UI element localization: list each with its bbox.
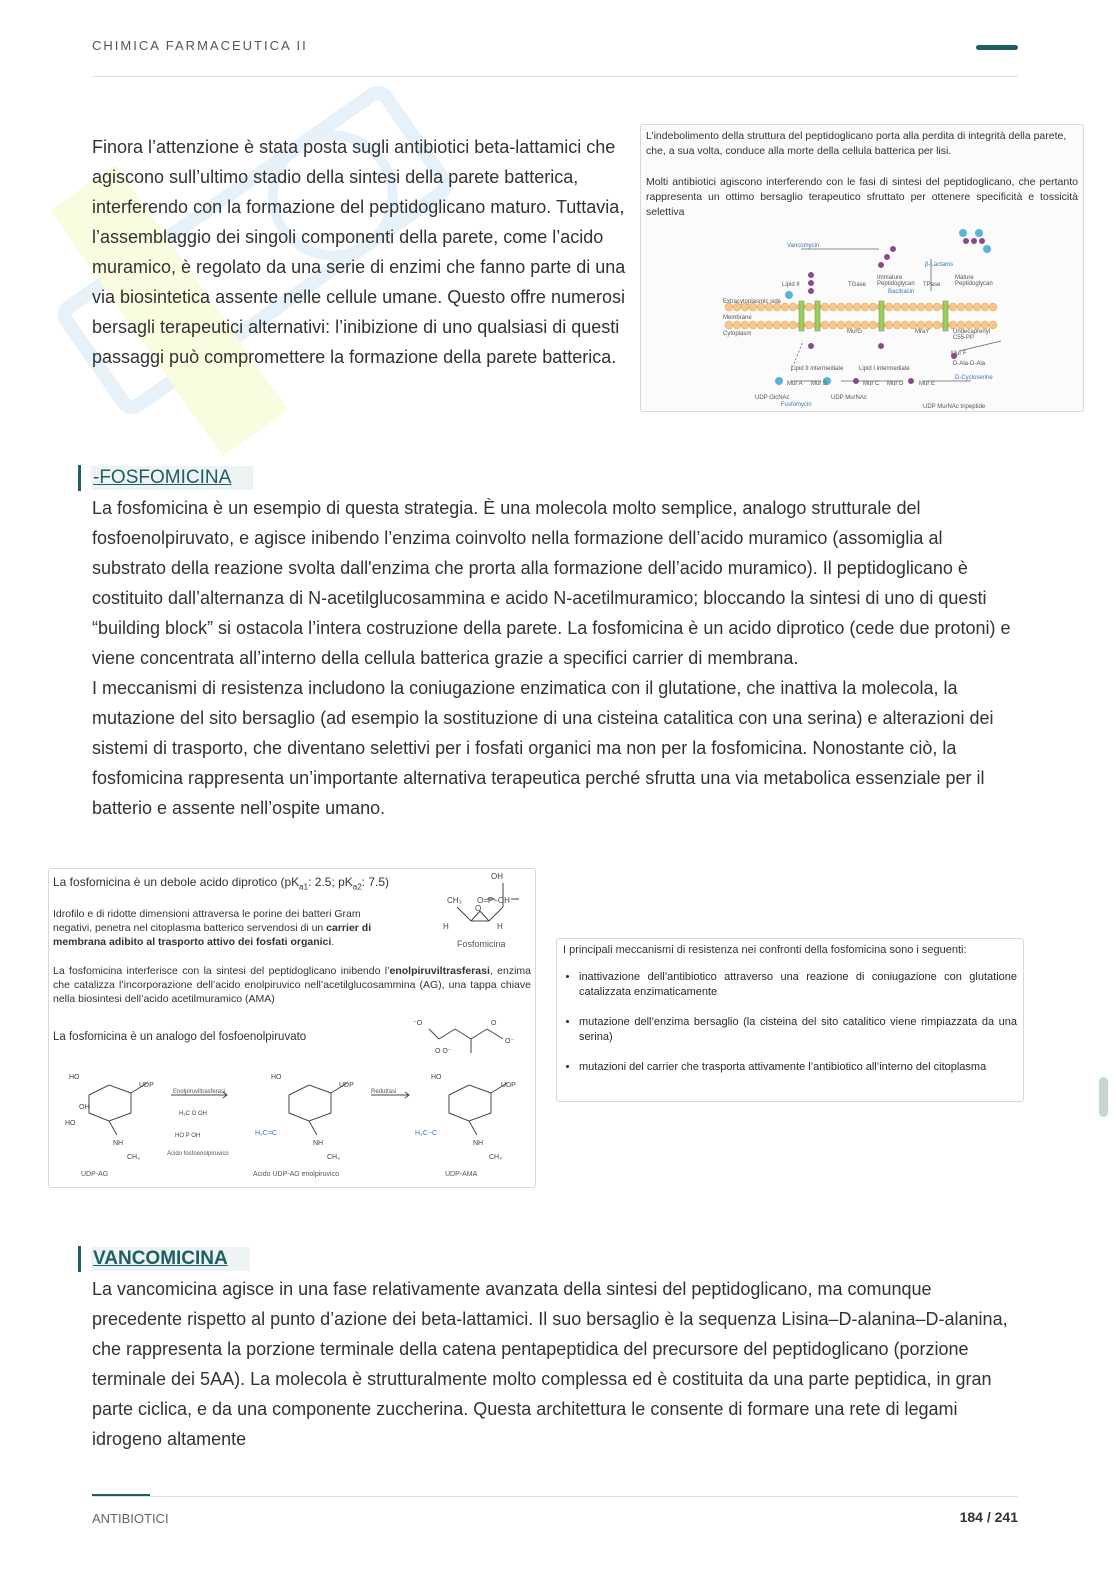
fosfomicina-fig-line-1: La fosfomicina è un debole acido diprotico ($pK_{a1}$: 2.5; $pK_{a2}$: 7.5): [53, 875, 390, 892]
label-mray: MraY: [915, 329, 930, 335]
peptidoglycan-figure: [640, 124, 1084, 412]
svg-text:O⁻: O⁻: [505, 1038, 515, 1045]
pep-structure: [409, 1009, 529, 1059]
label-enolpiruviltrasferasi: Enolpiruviltrasferasi: [173, 1089, 226, 1095]
label-murg: MurG: [847, 329, 862, 335]
label-b-lactams: β-Lactams: [925, 262, 954, 268]
footer-section-name: ANTIBIOTICI: [92, 1511, 169, 1526]
svg-text:H₃C−C: H₃C−C: [415, 1130, 438, 1137]
fosfomicina-fig-line-3: La fosfomicina interferisce con la sintesi del peptidoglicano inibendo l’enolpiruviltrasferasi, enzima che catalizza l’incorporazione dell’acido enolpiruvico nell’acetilglucosammina (AG), una tappa chiave nella biosintesi dell’acido acetilmuramico (AMA): [53, 965, 531, 1005]
vancomicina-heading: [78, 1246, 250, 1272]
label-murf: Mur F: [951, 351, 967, 357]
label-pep: Acido fosfoenolpiruvico: [167, 1151, 229, 1157]
label-fosfomycin: Fosfomycin: [781, 402, 812, 408]
label-udp-ama: UDP-AMA: [445, 1171, 478, 1178]
label-udp-ag: UDP-AG: [81, 1171, 109, 1178]
fosfomicina-paragraph: [92, 493, 1017, 823]
vancomicina-text: La vancomicina agisce in una fase relativamente avanzata della sintesi del peptidoglicano, ma comunque precedente rispetto al punto d’azione dei beta-lattamici. Il suo bersaglio è la sequenza Lisina–D-alanina–D-alanina, che rappresenta la porzione terminale della catena pentapeptidica del precursore del peptidoglicano (porzione terminale dei 5AA). La molecola è strutturalmente molto complessa ed è costituita da una parte peptidica, in gran parte ciclica, e da una componente zuccherina. Questa architettura le consente di formare una rete di legami idrogeno altamente: [92, 1279, 1008, 1449]
header-title: CHIMICA FARMACEUTICA II: [92, 38, 308, 53]
side-scroll-tab[interactable]: [1099, 1077, 1108, 1117]
svg-text:NH: NH: [113, 1140, 124, 1147]
intro-text: Finora l’attenzione è stata posta sugli antibiotici beta-lattamici che agiscono sull’ultimo stadio della sintesi della parete batterica, interferendo con la formazione del peptidoglicano maturo. Tuttavia, l’assemblaggio dei singoli componenti della parete, come l’acido muramico, è regolato da una serie di enzimi che fanno parte di una via biosintetica assente nelle cellule umane. Questo offre numerosi bersagli terapeutici alternativi: l’inibizione di uno qualsiasi di questi passaggi può compromettere la formazione della parete batterica.: [92, 137, 626, 367]
resistance-item: • mutazioni del carrier che trasporta attivamente l’antibiotico all’interno del citoplasma: [579, 1060, 1017, 1075]
label-udp-ag-enolpiruvico: Acido UDP-AG enolpiruvico: [253, 1171, 339, 1178]
label-immature: Immature Peptidoglycan: [877, 275, 915, 287]
label-mature: Mature Peptidoglycan: [955, 275, 993, 287]
figure-caption-1: L’indebolimento della struttura del peptidoglicano porta alla perdita di integrità della parete, che, a sua volta, conduce alla morte della cellula batterica per lisi.: [646, 130, 1067, 157]
label-mur-c: Mur C: [863, 381, 880, 387]
figure-caption-2: Molti antibiotici agiscono interferendo con le fasi di sintesi del peptidoglicano, che pertanto rappresenta un ottimo bersaglio terapeutico sfruttato per ottenere specificità e tossicità selettiva: [646, 176, 1078, 218]
resistance-item: • inattivazione dell’antibiotico attraverso una reazione di coniugazione con glutatione catalizzata enzimaticamente: [579, 970, 1017, 1000]
vancomicina-paragraph: [92, 1274, 1017, 1454]
svg-text:NH: NH: [473, 1140, 484, 1147]
label-mur-a: Mur A: [787, 381, 803, 387]
label-vancomycin: Vancomycin: [787, 243, 820, 249]
resistance-box: [556, 938, 1024, 1102]
svg-text:CH₃: CH₃: [327, 1154, 340, 1161]
vancomicina-heading-label: VANCOMICINA: [91, 1247, 250, 1271]
fosfomicina-structure-name: Fosfomicina: [457, 939, 506, 949]
svg-text:H₂C O OH: H₂C O OH: [179, 1111, 207, 1117]
resistance-title: I principali meccanismi di resistenza nei confronti della fosfomicina sono i seguenti:: [563, 944, 967, 956]
fosfomicina-heading-label: -FOSFOMICINA: [91, 466, 253, 490]
reaction-scheme: [59, 1065, 529, 1165]
label-tpase: TPase: [923, 282, 941, 288]
label-extracytoplasmic: Extracytoplasmic side: [723, 299, 782, 305]
label-cycloserine: D-Cycloserine: [955, 375, 993, 381]
fosfomicina-structure: [429, 869, 535, 969]
fosfomicina-figure: [48, 868, 536, 1188]
label-udp-murnac: UDP MurNAc: [831, 395, 867, 401]
footer-divider: [92, 1496, 1018, 1497]
svg-text:NH: NH: [313, 1140, 324, 1147]
svg-text:HO: HO: [431, 1074, 442, 1081]
svg-text:O: O: [491, 1020, 497, 1027]
svg-text:HO P OH: HO P OH: [175, 1133, 201, 1139]
svg-text:H₂C=C: H₂C=C: [255, 1130, 277, 1137]
footer-accent: [92, 1494, 150, 1496]
svg-text:HO: HO: [69, 1074, 80, 1081]
label-bacitracin: Bacitracin: [888, 289, 915, 295]
label-lipid-i-intermediate: Lipid I intermediate: [859, 366, 910, 372]
label-cytoplasm: Cytoplasm: [723, 331, 752, 337]
label-lipid-ii: Lipid II: [782, 282, 800, 288]
peptidoglycan-synthesis-diagram: [641, 221, 1083, 411]
label-mur-d: Mur D: [887, 381, 904, 387]
fosfomicina-fig-line-2: Idrofilo e di ridotte dimensioni attraversa le porine dei batteri Gram negativi, penetra nel citoplasma batterico servendosi di un carrier di membrana adibito al trasporto attivo dei fosfati organici.: [53, 908, 372, 948]
svg-text:CH₃: CH₃: [447, 896, 462, 905]
svg-text:⁻O: ⁻O: [413, 1020, 423, 1027]
svg-text:HO: HO: [271, 1074, 282, 1081]
svg-text:UDP: UDP: [339, 1082, 354, 1089]
label-udp-glcnac: UDP GlcNAc: [755, 395, 790, 401]
intro-paragraph: [92, 132, 632, 372]
svg-text:CH₃: CH₃: [489, 1154, 502, 1161]
svg-text:OH: OH: [491, 872, 503, 881]
svg-text:O: O: [475, 904, 482, 913]
label-udp-murnac-tripeptide: UDP MurNAc tripeptide: [923, 404, 986, 410]
svg-text:OH: OH: [79, 1104, 90, 1111]
svg-text:HO: HO: [65, 1120, 76, 1127]
label-lipid-ii-intermediate: Lipid II intermediate: [791, 366, 844, 372]
fosfomicina-heading: [78, 465, 253, 491]
fosfomicina-text-2: I meccanismi di resistenza includono la coniugazione enzimatica con il glutatione, che inattiva la molecola, la mutazione del sito bersaglio (ad esempio la sostituzione di una cisteina catalitica con una serina) e alterazioni dei sistemi di trasporto, che diventano selettivi per i fosfati organici ma non per la fosfomicina. Nonostante ciò, la fosfomicina rappresenta un’importante alternativa terapeutica perché sfrutta una via metabolica essenziale per il batterio e assente nell’ospite umano.: [92, 678, 994, 818]
label-membrane: Membrane: [723, 315, 752, 321]
label-tgase: TGase: [848, 282, 867, 288]
svg-text:H: H: [497, 922, 503, 931]
label-reduttasi: Reduttasi: [371, 1089, 397, 1095]
label-ala-ala: D-Ala-D-Ala: [953, 361, 986, 367]
svg-text:O O⁻: O O⁻: [435, 1048, 452, 1055]
label-undecaprenyl: Undecaprenyl C55-PP: [953, 329, 991, 341]
svg-text:CH₃: CH₃: [127, 1154, 140, 1161]
fosfomicina-text-1: La fosfomicina è un esempio di questa strategia. È una molecola molto semplice, analogo strutturale del fosfoenolpiruvato, e agisce inibendo l’enzima coinvolto nella formazione dell’acido muramico (assomiglia al substrato della reazione svolta dall'enzima che prorta alla formazione dell’acido muramico). Il peptidoglicano è costituito dall’alternanza di N-acetilglucosammina e acido N-acetilmuramico; bloccando la sintesi di uno di questi “building block” si ostacola l’intera costruzione della parete. La fosfomicina è un acido diprotico (cede due protoni) e viene concentrata all’interno della cellula batterica grazie a specifici carrier di membrana.: [92, 498, 1011, 668]
page-number: 184 / 241: [959, 1509, 1018, 1525]
header-divider: [92, 76, 1018, 77]
label-mur-e: Mur E: [919, 381, 936, 387]
resistance-list: [557, 970, 1017, 1075]
svg-text:UDP: UDP: [501, 1082, 516, 1089]
svg-text:UDP: UDP: [139, 1082, 154, 1089]
fosfomicina-fig-line-4: La fosfomicina è un analogo del fosfoenolpiruvato: [53, 1031, 307, 1043]
resistance-item: • mutazione dell’enzima bersaglio (la cisteina del sito catalitico viene rimpiazzata da una serina): [579, 1015, 1017, 1045]
svg-text:O=P−OH: O=P−OH: [477, 896, 510, 905]
header-accent: [976, 45, 1018, 50]
label-mur-b: Mur B: [811, 381, 828, 387]
svg-text:H: H: [443, 922, 449, 931]
